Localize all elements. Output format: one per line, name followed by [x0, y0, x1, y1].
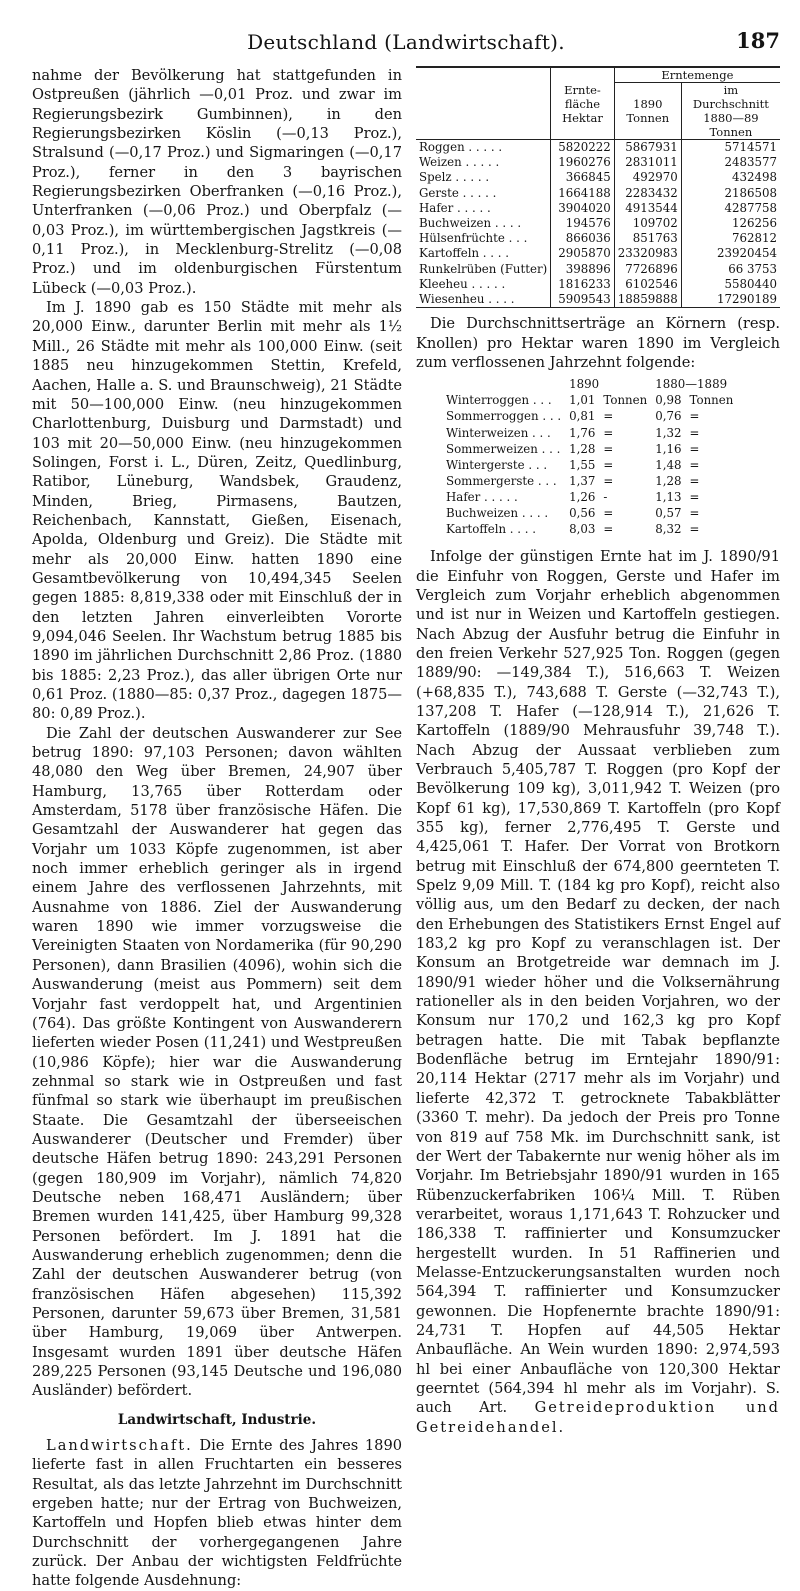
yield-unit: -	[603, 489, 608, 504]
crop-yield-1890: 6102546	[614, 277, 681, 292]
crop-name: Runkelrüben (Futter)	[416, 262, 551, 277]
table-row	[416, 277, 780, 292]
table-row	[442, 521, 737, 537]
yield-avg: 0,98	[655, 393, 682, 408]
yield-unit: =	[603, 522, 614, 537]
table-row	[442, 392, 737, 408]
crop-col-area-label: Ernte-fläche	[564, 82, 601, 111]
yield-name: Kartoffeln . . . .	[446, 522, 537, 537]
lead-term: Landwirtschaft.	[46, 1437, 193, 1455]
crop-yield-1890: 2831011	[614, 155, 681, 170]
yield-col-avg: 1880—1889	[655, 377, 728, 392]
crop-col-avg-label: im Durchschnitt 1880—89	[692, 83, 769, 125]
paragraph-agriculture	[32, 1436, 402, 1591]
cross-reference: Getreideproduktion und Getreidehandel.	[416, 1399, 780, 1436]
crop-col-1890	[614, 83, 681, 140]
crop-yield-1890: 2283432	[614, 186, 681, 201]
crop-yield-1890: 4913544	[614, 201, 681, 216]
crop-area: 1960276	[551, 155, 615, 170]
yield-unit: =	[603, 441, 614, 456]
crop-yield-avg: 2186508	[724, 185, 777, 200]
left-column	[32, 66, 402, 1591]
yield-unit: =	[603, 457, 614, 472]
paragraph-population-decline: nahme der Bevölkerung hat stattgefunden in Ostpreußen (jährlich —0,01 Proz. und zwar im Regierungsbezirk Gumbinnen), in den Regierungsbezirken Köslin (—0,13 Proz.), Stralsund (—0,17 Proz.) und Sigmaringen (—0,17 Proz.), ferner in den 3 bayrischen Regierungsbezirken Oberfranken (—0,16 Proz.), Unterfranken (—0,06 Proz.) und Oberpfalz (—0,03 Proz.), im württembergischen Jagstkreis (—0,11 Proz.), in Mecklenburg-Strelitz (—0,08 Proz.) und im oldenburgischen Fürstentum Lübeck (—0,03 Proz.).	[32, 67, 402, 297]
table-row	[442, 505, 737, 521]
table-row	[416, 246, 780, 261]
crop-yield-1890: 23320983	[614, 246, 681, 261]
yield-avg: 1,32	[655, 425, 682, 440]
crop-area: 866036	[551, 231, 615, 246]
yield-name: Wintergerste . . .	[446, 457, 548, 472]
paragraph-emigration: Die Zahl der deutschen Auswanderer zur See betrug 1890: 97,103 Personen; davon wählten 48,080 den Weg über Bremen, 24,907 über Hamburg, 13,765 über Rotterdam oder Amsterdam, 5178 über französische Häfen. Die Gesamtzahl der Auswanderer hat gegen das Vorjahr um 1033 Köpfe zugenommen, ist aber noch immer erheblich geringer als in irgend einem Jahre des verflossenen Jahrzehnts, mit Ausnahme von 1886. Ziel der Auswanderung waren 1890 wie immer vorzugsweise die Vereinigten Staaten von Nordamerika (für 90,290 Personen), dann Brasilien (4096), wohin sich die Auswanderung (meist aus Pommern) seit dem Vorjahr fast verdoppelt hat, und Argentinien (764). Das größte Kontingent von Auswanderern lieferten wieder Posen (11,241) und Westpreußen (10,986 Köpfe); hier war die Auswanderung zehnmal so stark wie in Ostpreußen und fast fünfmal so stark wie überhaupt im preußischen Staate. Die Gesamtzahl der überseeischen Auswanderer (Deutscher und Fremder) über deutsche Häfen betrug 1890: 243,291 Personen (gegen 180,909 im Vorjahr), nämlich 74,820 Deutsche neben 168,471 Ausländern; über Bremen wurden 141,425, über Hamburg 99,328 Personen befördert. Im J. 1891 hat die Auswanderung erheblich zugenommen; denn die Zahl der deutschen Auswanderer betrug (von französischen Häfen abgesehen) 115,392 Personen, darunter 59,673 über Bremen, 31,581 über Hamburg, 19,069 über Antwerpen. Insgesamt wurden 1891 über deutsche Häfen 289,225 Personen (93,145 Deutsche und 196,080 Ausländer) befördert.	[32, 724, 402, 1400]
crop-yield-1890: 5867931	[614, 140, 681, 156]
crop-yield-avg: 126256	[731, 216, 777, 231]
crop-col-avg	[681, 83, 780, 140]
table-row	[416, 216, 780, 231]
crop-area: 1816233	[551, 277, 615, 292]
right-column	[416, 66, 780, 1437]
crop-yield-avg: 4287758	[724, 200, 777, 215]
crop-area: 5909543	[551, 292, 615, 308]
crop-area: 194576	[551, 216, 615, 231]
crop-area: 3904020	[551, 201, 615, 216]
table-row	[416, 292, 780, 308]
crop-area: 366845	[551, 170, 615, 185]
crop-area: 398896	[551, 262, 615, 277]
page-number: 187	[736, 28, 780, 53]
crop-yield-avg: 432498	[731, 170, 777, 185]
crop-yield-avg: 762812	[731, 231, 777, 246]
crop-yield-avg: 5580440	[724, 276, 777, 291]
crop-name: Hülsenfrüchte . . .	[416, 231, 551, 246]
page-header	[32, 28, 780, 58]
crop-col-area	[551, 67, 615, 140]
paragraph-agriculture-text: Die Ernte des Jahres 1890 lieferte fast in allen Fruchtarten ein besseres Resultat, als das letzte Jahrzehnt im Durchschnitt ergeben hatte; nur der Ertrag von Buchweizen, Kartoffeln und Hopfen blieb etwas hinter dem Durchschnitt der vorhergegangenen Jahre zurück. Der Anbau der wichtigsten Feldfrüchte hatte folgende Ausdehnung:	[32, 1437, 403, 1590]
yield-1890: 1,26	[569, 489, 596, 504]
crop-table	[416, 66, 780, 308]
yield-table	[442, 376, 737, 537]
paragraph-trade-text: Infolge der günstigen Ernte hat im J. 1890/91 die Einfuhr von Roggen, Gerste und Hafer im Vergleich zum Vorjahr erheblich abgenommen und ist nur in Weizen und Kartoffeln gestiegen. Nach Abzug der Ausfuhr betrug die Einfuhr in den freien Verkehr 527,925 Ton. Roggen (gegen 1889/90: —149,384 T.), 516,663 T. Weizen (+68,835 T.), 743,688 T. Gerste (—32,743 T.), 137,208 T. Hafer (—128,914 T.), 21,626 T. Kartoffeln (1889/90 Mehrausfuhr 39,748 T.). Nach Abzug der Aussaat verblieben zum Verbrauch 5,405,787 T. Roggen (pro Kopf der Bevölkerung 109 kg), 3,011,942 T. Weizen (pro Kopf 61 kg), 17,530,869 T. Kartoffeln (pro Kopf 355 kg), ferner 2,776,495 T. Gerste und 4,425,061 T. Hafer. Der Vorrat von Brotkorn betrug mit Einschluß der 674,800 geernteten T. Spelz 9,09 Mill. T. (184 kg pro Kopf), reicht also völlig aus, um den Bedarf zu decken, der nach den Erhebungen des Statistikers Ernst Engel auf 183,2 kg pro Kopf zu veranschlagen ist. Der Konsum an Brotgetreide war demnach im J. 1890/91 wieder höher und die Volksernährung rationeller als in den beiden Vorjahren, wo der Konsum nur 170,2 und 162,3 kg pro Kopf betragen hatte. Die mit Tabak bepflanzte Bodenfläche betrug im Erntejahr 1890/91: 20,114 Hektar (2717 mehr als im Vorjahr) und lieferte 42,372 T. getrocknete Tabakblätter (3360 T. mehr). Da jedoch der Preis pro Tonne von 819 auf 758 Mk. im Durchschnitt sank, ist der Wert der Tabakernte nur wenig höher als im Vorjahr. Im Betriebsjahr 1890/91 wurden in 165 Rübenzuckerfabriken 106¼ Mill. T. Rüben verarbeitet, woraus 1,171,643 T. Rohzucker und 186,338 T. raffinierter und Konsumzucker hergestellt wurden. In 51 Raffinerien und Melasse-Entzuckerungsanstalten wurden noch 564,394 T. raffinierter und Konsumzucker gewonnen. Die Hopfenernte brachte 1890/91: 24,731 T. Hopfen auf 44,505 Hektar Anbaufläche. An Wein wurden 1890: 2,974,593 hl bei einer Anbaufläche von 120,300 Hektar geerntet (564,394 hl mehr als im Vorjahr). S. auch Art.	[416, 548, 780, 1417]
yield-1890: 1,76	[569, 425, 596, 440]
crop-yield-avg: 17290189	[681, 292, 780, 308]
crop-yield-1890: 109702	[614, 216, 681, 231]
crop-yield-avg: 5714571	[724, 140, 777, 154]
paragraph-yields-intro: Die Durchschnittserträge an Körnern (resp. Knollen) pro Hektar waren 1890 im Vergleich zum verflossenen Jahrzehnt folgende:	[416, 315, 780, 371]
yield-avg: 0,57	[655, 506, 682, 521]
table-row	[416, 201, 780, 216]
yield-unit: =	[689, 489, 700, 504]
crop-col-1890-label: 1890	[633, 97, 663, 111]
paragraph-cities: Im J. 1890 gab es 150 Städte mit mehr als 20,000 Einw., darunter Berlin mit mehr als 1½ Mill., 26 Städte mit mehr als 100,000 Einw. (seit 1885 neu hinzugekommen Stettin, Krefeld, Aachen, Halle a. S. und Braunschweig), 21 Städte mit 50—100,000 Einw. (neu hinzugekommen Charlottenburg, Duisburg und Darmstadt) und 103 mit 20—50,000 Einw. (neu hinzugekommen Solingen, Forst i. L., Düren, Zeitz, Quedlinburg, Ratibor, Lüneburg, Wandsbek, Graudenz, Minden, Brieg, Pirmasens, Bautzen, Reichenbach, Kannstatt, Gießen, Eisenach, Apolda, Oldenburg und Greiz). Die Städte mit mehr als 20,000 Einw. hatten 1890 eine Gesamtbevölkerung von 10,494,345 Seelen gegen 1885: 8,819,338 oder mit Einschluß der in den letzten Jahren einverleibten Vororte 9,094,046 Seelen. Ihr Wachstum betrug 1885 bis 1890 im jährlichen Durchschnitt 2,86 Proz. (1880 bis 1885: 2,23 Proz.), das aller übrigen Orte nur 0,61 Proz. (1880—85: 0,37 Proz., dagegen 1875—80: 0,89 Proz.).	[32, 299, 402, 723]
yield-avg: 1,13	[655, 489, 682, 504]
yield-avg: 1,16	[655, 441, 682, 456]
table-row	[416, 186, 780, 201]
yield-1890: 1,01	[569, 393, 596, 408]
yield-1890: 1,28	[569, 441, 596, 456]
table-row	[442, 425, 737, 441]
yield-1890: 0,81	[569, 409, 596, 424]
yield-unit: Tonnen	[689, 393, 734, 408]
paragraph-trade	[416, 547, 780, 1437]
yield-1890: 1,37	[569, 473, 596, 488]
table-row	[442, 457, 737, 473]
crop-name: Gerste . . . . .	[416, 186, 551, 201]
crop-yield-avg: 66 3753	[728, 261, 777, 276]
yield-unit: =	[603, 473, 614, 488]
yield-unit: =	[603, 409, 614, 424]
table-row	[416, 140, 780, 156]
yield-name: Buchweizen . . . .	[446, 506, 549, 521]
section-heading: Landwirtschaft, Industrie.	[117, 1411, 317, 1428]
crop-name: Roggen . . . . .	[416, 140, 551, 156]
crop-yield-avg: 2483577	[724, 155, 777, 170]
crop-yield-avg: 23920454	[716, 246, 777, 261]
crop-name: Kleeheu . . . . .	[416, 277, 551, 292]
yield-1890: 0,56	[569, 506, 596, 521]
yield-unit: =	[689, 522, 700, 537]
yield-unit: =	[689, 425, 700, 440]
yield-col-name	[442, 376, 565, 392]
yield-unit: =	[603, 506, 614, 521]
table-row	[442, 408, 737, 424]
crop-name: Buchweizen . . . .	[416, 216, 551, 231]
crop-yield-1890: 7726896	[614, 262, 681, 277]
yield-unit: =	[689, 441, 700, 456]
crop-yield-1890: 851763	[614, 231, 681, 246]
yield-name: Winterroggen . . .	[446, 393, 552, 408]
crop-col-name	[416, 67, 551, 140]
yield-name: Sommerroggen . . .	[446, 409, 562, 424]
yield-avg: 1,28	[655, 473, 682, 488]
crop-col-avg-unit: Tonnen	[709, 125, 753, 139]
yield-name: Sommergerste . . .	[446, 473, 557, 488]
yield-unit: =	[603, 425, 614, 440]
yield-unit: =	[689, 409, 700, 424]
yield-1890: 1,55	[569, 457, 596, 472]
crop-col-1890-unit: Tonnen	[626, 111, 670, 125]
yield-name: Hafer . . . . .	[446, 489, 518, 504]
yield-name: Sommerweizen . . .	[446, 441, 561, 456]
crop-col-area-unit: Hektar	[562, 110, 603, 125]
crop-name: Hafer . . . . .	[416, 201, 551, 216]
yield-unit: =	[689, 457, 700, 472]
crop-name: Wiesenheu . . . .	[416, 292, 551, 308]
table-row	[416, 155, 780, 170]
yield-avg: 1,48	[655, 457, 682, 472]
table-row	[416, 170, 780, 185]
table-row	[442, 489, 737, 505]
table-row	[442, 441, 737, 457]
crop-name: Weizen . . . . .	[416, 155, 551, 170]
crop-area: 2905870	[551, 246, 615, 261]
yield-name: Winterweizen . . .	[446, 425, 551, 440]
yield-unit: Tonnen	[603, 393, 648, 408]
crop-yield-1890: 18859888	[614, 292, 681, 308]
yield-avg: 8,32	[655, 522, 682, 537]
yield-1890: 8,03	[569, 522, 596, 537]
running-title: Deutschland (Landwirtschaft).	[247, 30, 565, 54]
table-row	[416, 262, 780, 277]
yield-avg: 0,76	[655, 409, 682, 424]
table-row	[416, 231, 780, 246]
crop-area: 5820222	[551, 140, 615, 156]
crop-col-yield-group: Erntemenge	[614, 67, 780, 83]
crop-yield-1890: 492970	[614, 170, 681, 185]
table-row	[442, 473, 737, 489]
crop-name: Kartoffeln . . . .	[416, 246, 551, 261]
crop-area: 1664188	[551, 186, 615, 201]
crop-name: Spelz . . . . .	[416, 170, 551, 185]
yield-unit: =	[689, 506, 700, 521]
yield-unit: =	[689, 473, 700, 488]
yield-col-1890: 1890	[569, 377, 600, 392]
